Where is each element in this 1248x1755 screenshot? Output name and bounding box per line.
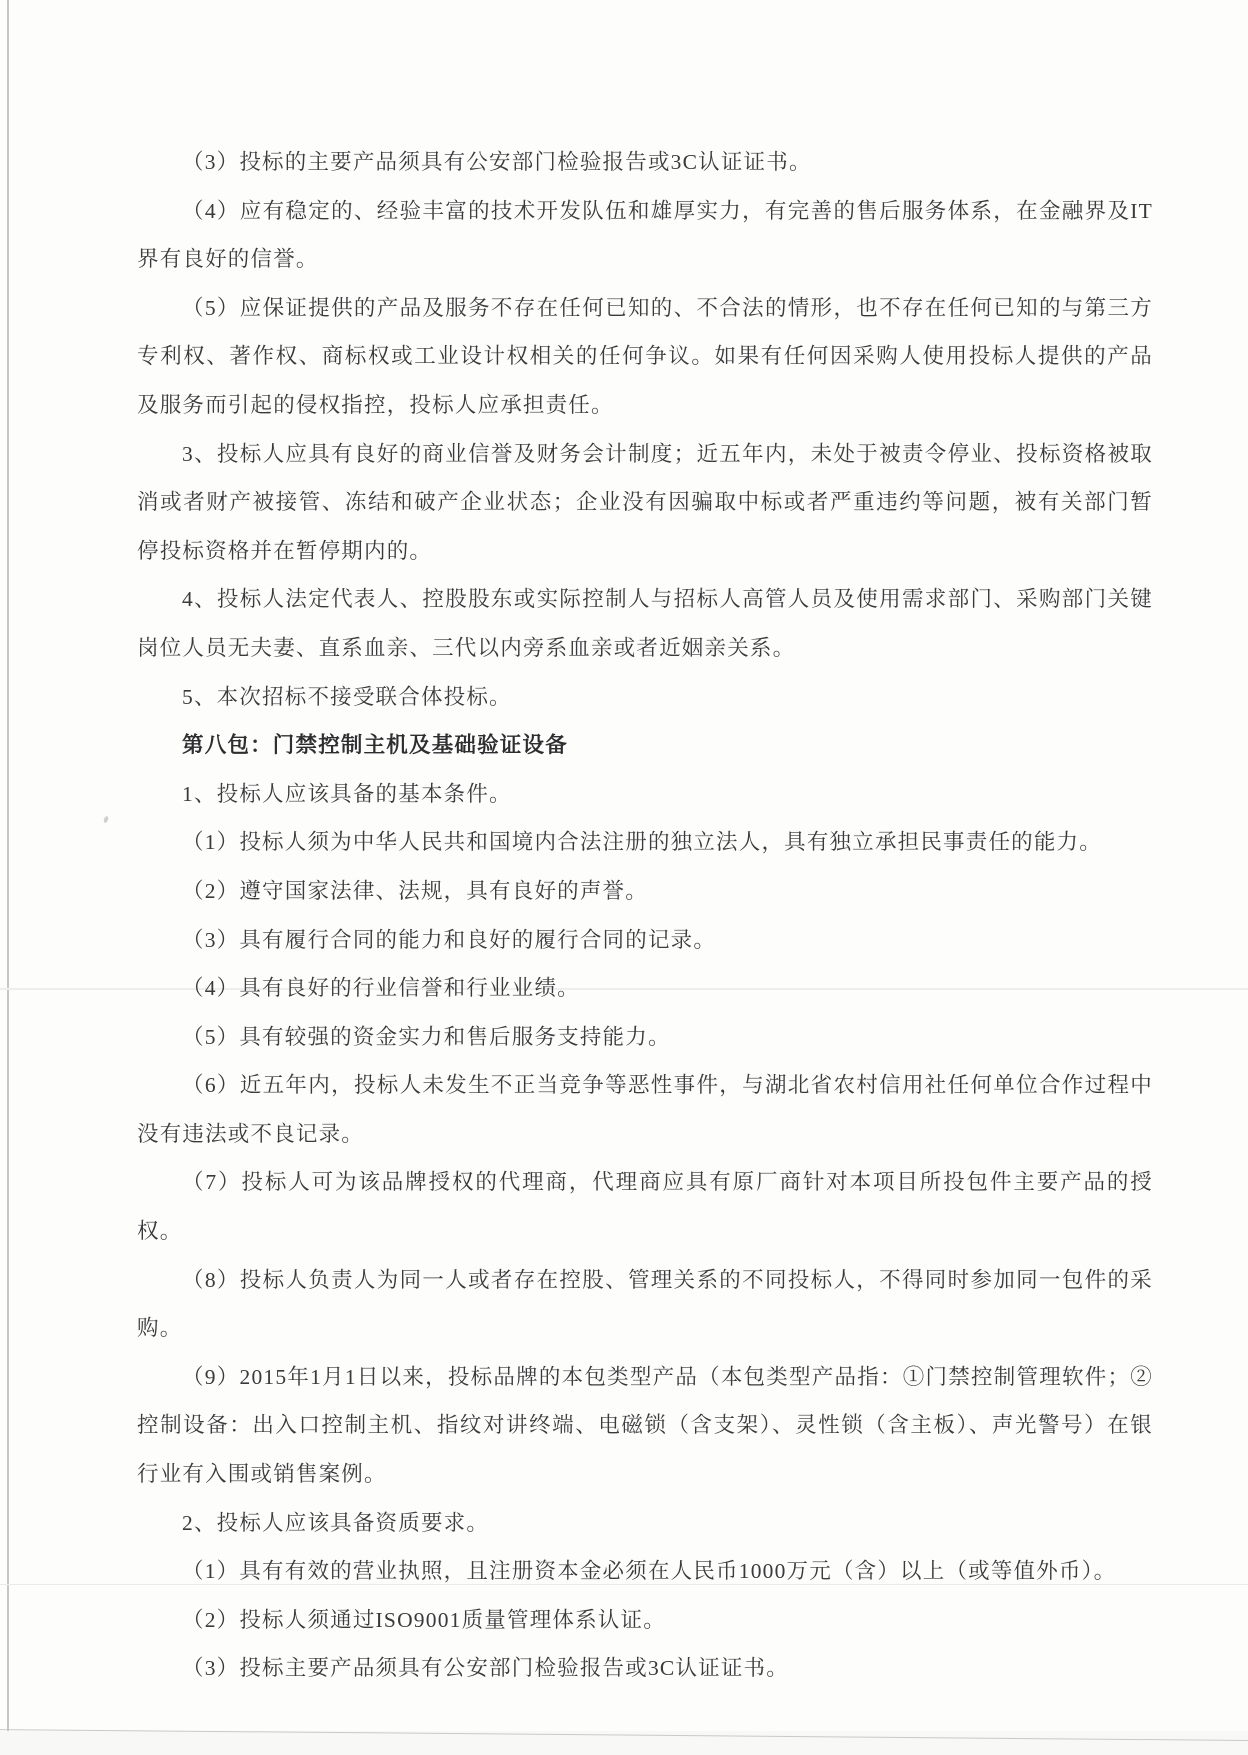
section-heading: 第八包：门禁控制主机及基础验证设备 — [182, 733, 568, 758]
paragraph: （5）具有较强的资金实力和售后服务支持能力。 — [182, 1024, 671, 1049]
paragraph: （9）2015年1月1日以来，投标品牌的本包类型产品（本包类型产品指：①门禁控制管理软件；②控制设备：出入口控制主机、指纹对讲终端、电磁锁（含支架）、灵性锁（含主板）、声光警号）在银行业有入围或销售案例。 — [137, 1364, 1153, 1487]
paragraph: （6）近五年内，投标人未发生不正当竞争等恶性事件，与湖北省农村信用社任何单位合作过程中没有违法或不良记录。 — [137, 1073, 1153, 1146]
paragraph: 3、投标人应具有良好的商业信誉及财务会计制度；近五年内，未处于被责令停业、投标资格被取消或者财产被接管、冻结和破产企业状态；企业没有因骗取中标或者严重违约等问题，被有关部门暂停投标资格并在暂停期内的。 — [137, 441, 1153, 563]
paragraph: （2）投标人须通过ISO9001质量管理体系认证。 — [182, 1607, 666, 1632]
scan-bottom-seam-line — [0, 1584, 1248, 1585]
paragraph: （2）遵守国家法律、法规，具有良好的声誉。 — [182, 878, 648, 903]
paragraph: （5）应保证提供的产品及服务不存在任何已知的、不合法的情形，也不存在任何已知的与第三方专利权、著作权、商标权或工业设计权相关的任何争议。如果有任何因采购人使用投标人提供的产品及服务而引起的侵权指控，投标人应承担责任。 — [137, 295, 1153, 417]
scan-left-edge-line — [7, 0, 9, 1731]
scan-speck-artifact — [103, 816, 109, 824]
paragraph: （3）投标主要产品须具有公安部门检验报告或3C认证证书。 — [182, 1656, 789, 1681]
paragraph: 1、投标人应该具备的基本条件。 — [182, 781, 512, 806]
document-body — [137, 138, 1153, 1693]
paragraph: （4）具有良好的行业信誉和行业业绩。 — [182, 976, 580, 1001]
paragraph: （3）投标的主要产品须具有公安部门检验报告或3C认证证书。 — [182, 150, 812, 174]
paragraph: （4）应有稳定的、经验丰富的技术开发队伍和雄厚实力，有完善的售后服务体系，在金融界及IT界有良好的信誉。 — [137, 198, 1153, 272]
paragraph: （8）投标人负责人为同一人或者存在控股、管理关系的不同投标人，不得同时参加同一包件的采购。 — [137, 1267, 1153, 1341]
paragraph: 2、投标人应该具备资质要求。 — [182, 1510, 490, 1535]
paragraph: （3）具有履行合同的能力和良好的履行合同的记录。 — [182, 927, 717, 952]
paragraph: （1）具有有效的营业执照，且注册资本金必须在人民币1000万元（含）以上（或等值外币）。 — [182, 1559, 1117, 1584]
paragraph: 4、投标人法定代表人、控股股东或实际控制人与招标人高管人员及使用需求部门、采购部门关键岗位人员无夫妻、直系血亲、三代以内旁系血亲或者近姻亲关系。 — [137, 587, 1153, 660]
paragraph: 5、本次招标不接受联合体投标。 — [182, 684, 512, 709]
paragraph: （7）投标人可为该品牌授权的代理商，代理商应具有原厂商针对本项目所投包件主要产品的授权。 — [137, 1170, 1153, 1244]
paragraph: （1）投标人须为中华人民共和国境内合法注册的独立法人，具有独立承担民事责任的能力。 — [182, 830, 1102, 855]
